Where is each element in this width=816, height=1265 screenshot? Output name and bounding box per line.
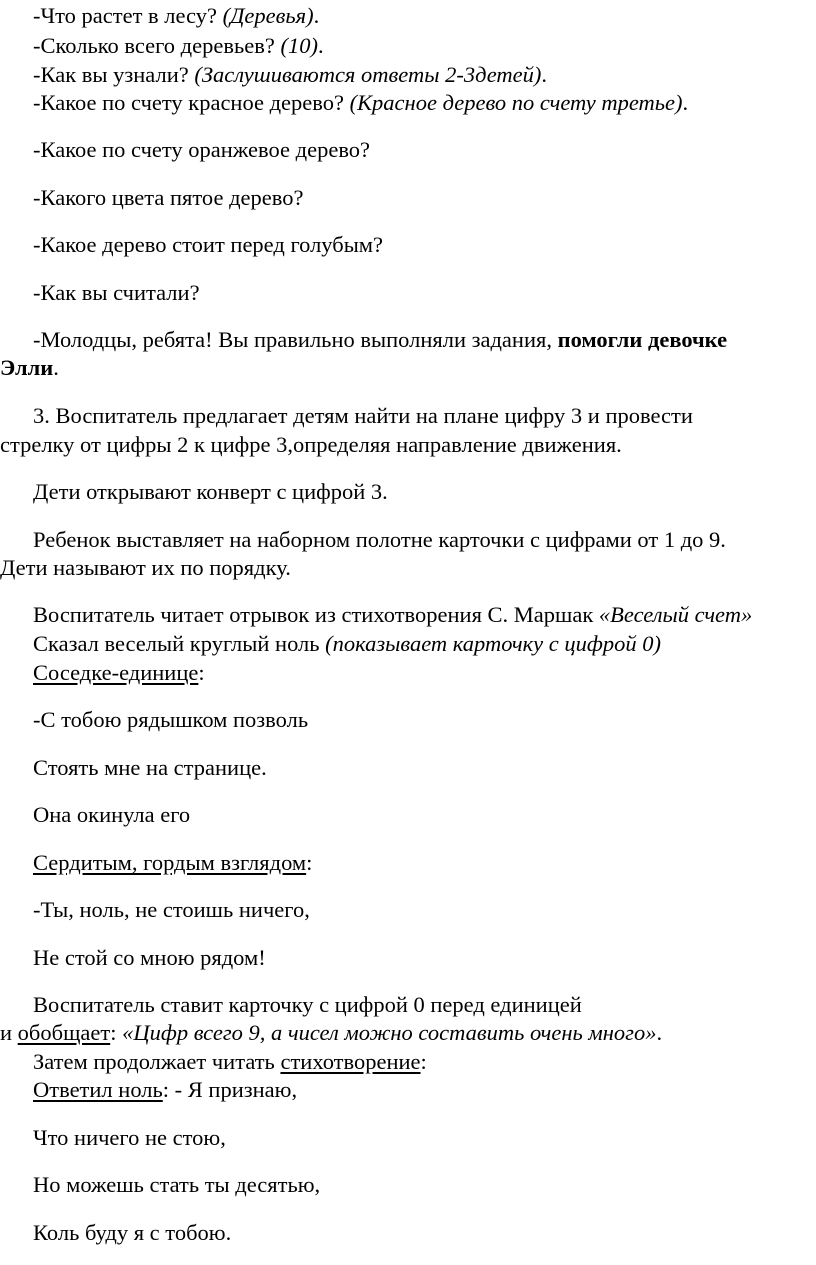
question-fifth-tree: -Какого цвета пятое дерево? (33, 185, 304, 210)
question-how-did-you-know: -Как вы узнали? (Заслушиваются ответы 2-3детей). (33, 62, 548, 87)
step-3-line-2: стрелку от цифры 2 к цифре 3,определяя направление движения. (0, 432, 622, 457)
poem-line-dont-stand: Не стой со мною рядом! (33, 945, 266, 970)
generalize-line: и обобщает: «Цифр всего 9, а чисел можно составить очень много». (0, 1020, 663, 1045)
poem-line-neighbor: Соседке-единице: (33, 660, 205, 685)
question-before-blue: -Какое дерево стоит перед голубым? (33, 232, 384, 257)
question-how-counted: -Как вы считали? (33, 280, 200, 305)
poem-line-allow: -С тобою рядышком позволь (33, 707, 309, 732)
poem-line-angry: Сердитым, гордым взглядом: (33, 850, 313, 875)
praise-line-cont: Элли. (0, 355, 59, 380)
poem-line-worth: -Ты, ноль, не стоишь ничего, (33, 897, 310, 922)
poem-line-zero: Сказал веселый круглый ноль (показывает карточку с цифрой 0) (33, 631, 661, 656)
poem-line-glanced: Она окинула его (33, 802, 191, 827)
praise-line: -Молодцы, ребята! Вы правильно выполняли задания, помогли девочке (33, 327, 728, 352)
question-what-grows: -Что растет в лесу? (Деревья). (33, 3, 320, 28)
poem-line-with-you: Коль буду я с тобою. (33, 1220, 232, 1245)
step-3-line-1: 3. Воспитатель предлагает детям найти на плане цифру 3 и провести (33, 403, 693, 428)
question-orange-tree: -Какое по счету оранжевое дерево? (33, 137, 371, 162)
poem-line-ten: Но можешь стать ты десятью, (33, 1172, 321, 1197)
continue-reading-line: Затем продолжает читать стихотворение: (33, 1049, 427, 1074)
teacher-card-line: Воспитатель ставит карточку с цифрой 0 перед единицей (33, 992, 582, 1017)
cards-line-2: Дети называют их по порядку. (0, 555, 291, 580)
poem-line-nothing: Что ничего не стою, (33, 1125, 226, 1150)
envelope-line: Дети открывают конверт с цифрой 3. (33, 479, 388, 504)
poem-intro: Воспитатель читает отрывок из стихотворения С. Маршак «Веселый счет» (33, 602, 753, 627)
question-how-many-trees: -Сколько всего деревьев? (10). (33, 33, 324, 58)
question-red-tree: -Какое по счету красное дерево? (Красное дерево по счету третье). (33, 90, 689, 115)
poem-line-stand: Стоять мне на странице. (33, 755, 267, 780)
poem-line-answered: Ответил ноль: - Я признаю, (33, 1077, 298, 1102)
cards-line-1: Ребенок выставляет на наборном полотне карточки с цифрами от 1 до 9. (33, 527, 726, 552)
